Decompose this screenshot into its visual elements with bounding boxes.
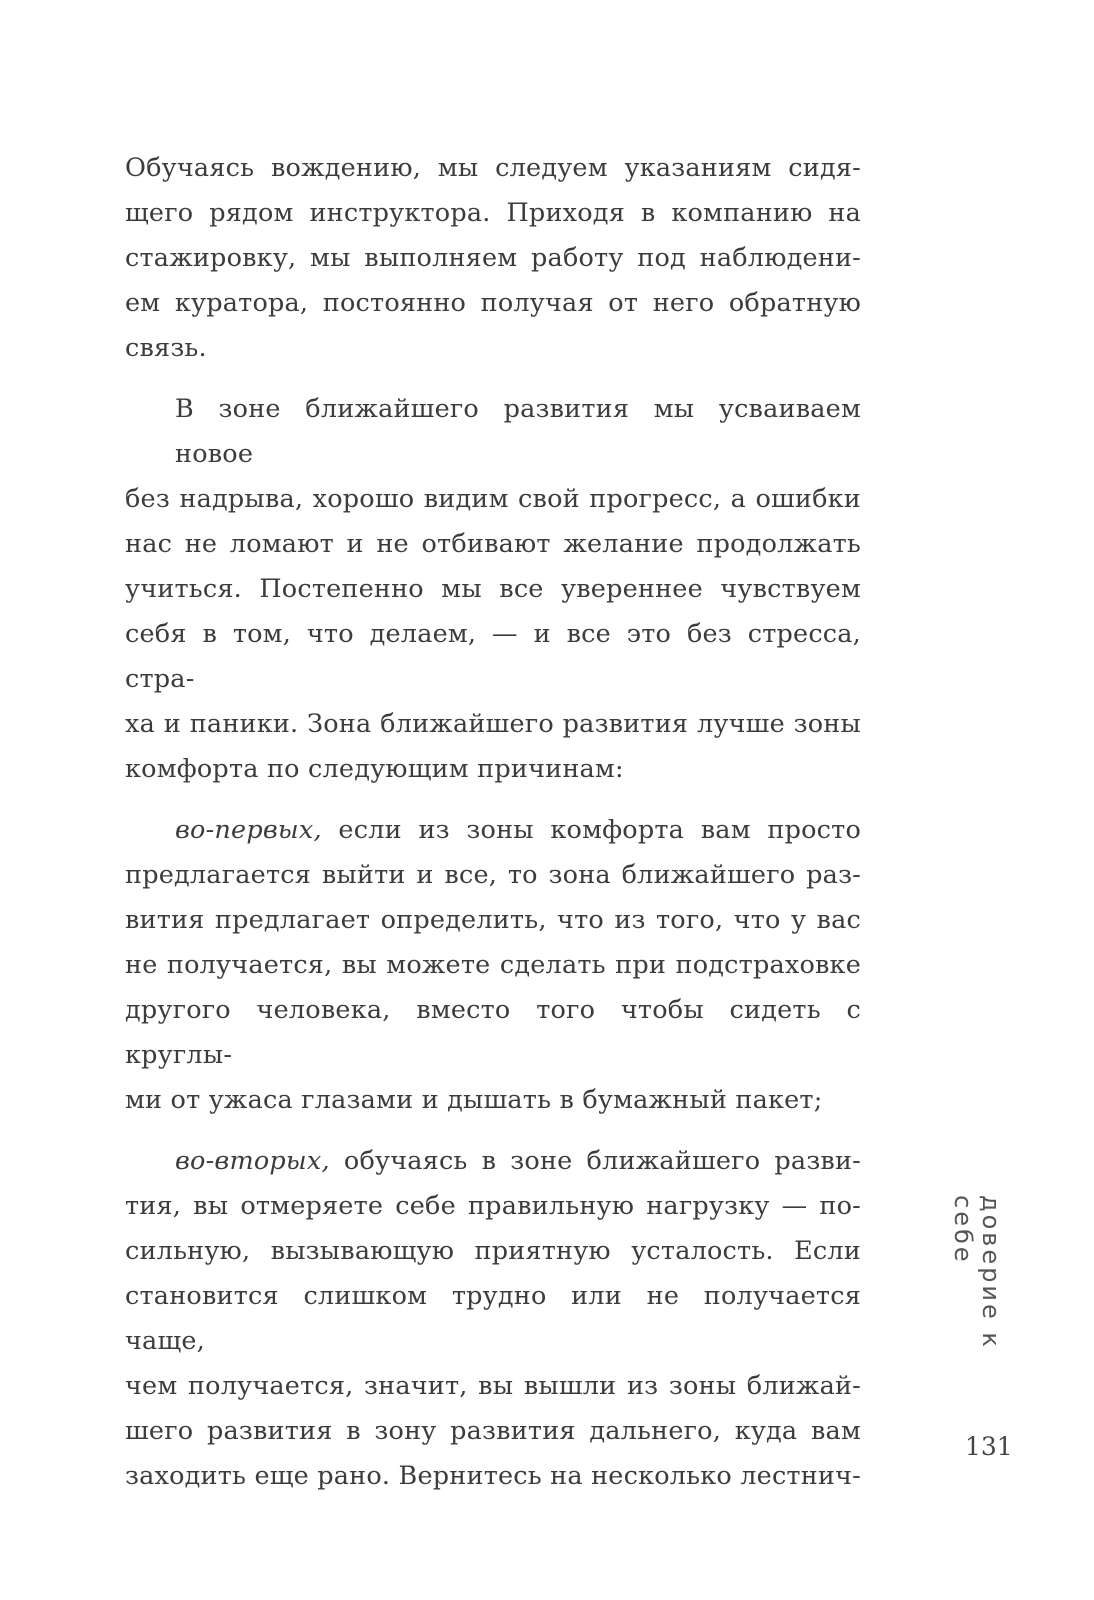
- paragraph-1: [125, 146, 861, 371]
- line-rest: обучаясь в зоне ближайшего разви-: [343, 1146, 861, 1176]
- text-line: щего рядом инструктора. Приходя в компанию на: [125, 198, 861, 228]
- text-line: ми от ужаса глазами и дышать в бумажный пакет;: [125, 1085, 823, 1115]
- text-line: [125, 808, 861, 853]
- text-line: сильную, вызывающую приятную усталость. Если: [125, 1236, 861, 1266]
- paragraph-3: [125, 808, 861, 1123]
- body-text: [125, 146, 861, 1499]
- text-line: предлагается выйти и все, то зона ближайшего раз-: [125, 860, 861, 890]
- text-line: В зоне ближайшего развития мы усваиваем новое: [175, 394, 861, 469]
- text-line: без надрыва, хорошо видим свой прогресс, а ошибки: [125, 484, 861, 514]
- page-number: 131: [965, 1432, 1013, 1461]
- text-line: связь.: [125, 333, 207, 363]
- text-line: вития предлагает определить, что из того, что у вас: [125, 905, 861, 935]
- line-rest: если из зоны комфорта вам просто: [338, 815, 862, 845]
- running-head: доверие к себе: [949, 1195, 1005, 1350]
- text-line: Обучаясь вождению, мы следуем указаниям сидя-: [125, 153, 861, 183]
- text-line: учиться. Постепенно мы все увереннее чувствуем: [125, 574, 861, 604]
- text-line: становится слишком трудно или не получается чаще,: [125, 1281, 861, 1356]
- text-line: [125, 1139, 861, 1184]
- paragraph-2: [125, 387, 861, 792]
- text-line: другого человека, вместо того чтобы сидеть с круглы-: [125, 995, 861, 1070]
- text-line: ем куратора, постоянно получая от него обратную: [125, 288, 861, 318]
- text-line: не получается, вы можете сделать при подстраховке: [125, 950, 861, 980]
- paragraph-4: [125, 1139, 861, 1499]
- text-line: заходить еще рано. Вернитесь на несколько лестнич-: [125, 1461, 861, 1491]
- text-line: комфорта по следующим причинам:: [125, 754, 624, 784]
- text-line: ха и паники. Зона ближайшего развития лучше зоны: [125, 709, 861, 739]
- text-line: шего развития в зону развития дальнего, куда вам: [125, 1416, 861, 1446]
- italic-lead: во-вторых,: [175, 1146, 330, 1176]
- text-line: чем получается, значит, вы вышли из зоны ближай-: [125, 1371, 861, 1401]
- text-line: стажировку, мы выполняем работу под наблюдени-: [125, 243, 861, 273]
- text-line: нас не ломают и не отбивают желание продолжать: [125, 529, 861, 559]
- text-line: себя в том, что делаем, — и все это без стресса, стра-: [125, 619, 861, 694]
- text-line: тия, вы отмеряете себе правильную нагрузку — по-: [125, 1191, 861, 1221]
- italic-lead: во-первых,: [175, 815, 322, 845]
